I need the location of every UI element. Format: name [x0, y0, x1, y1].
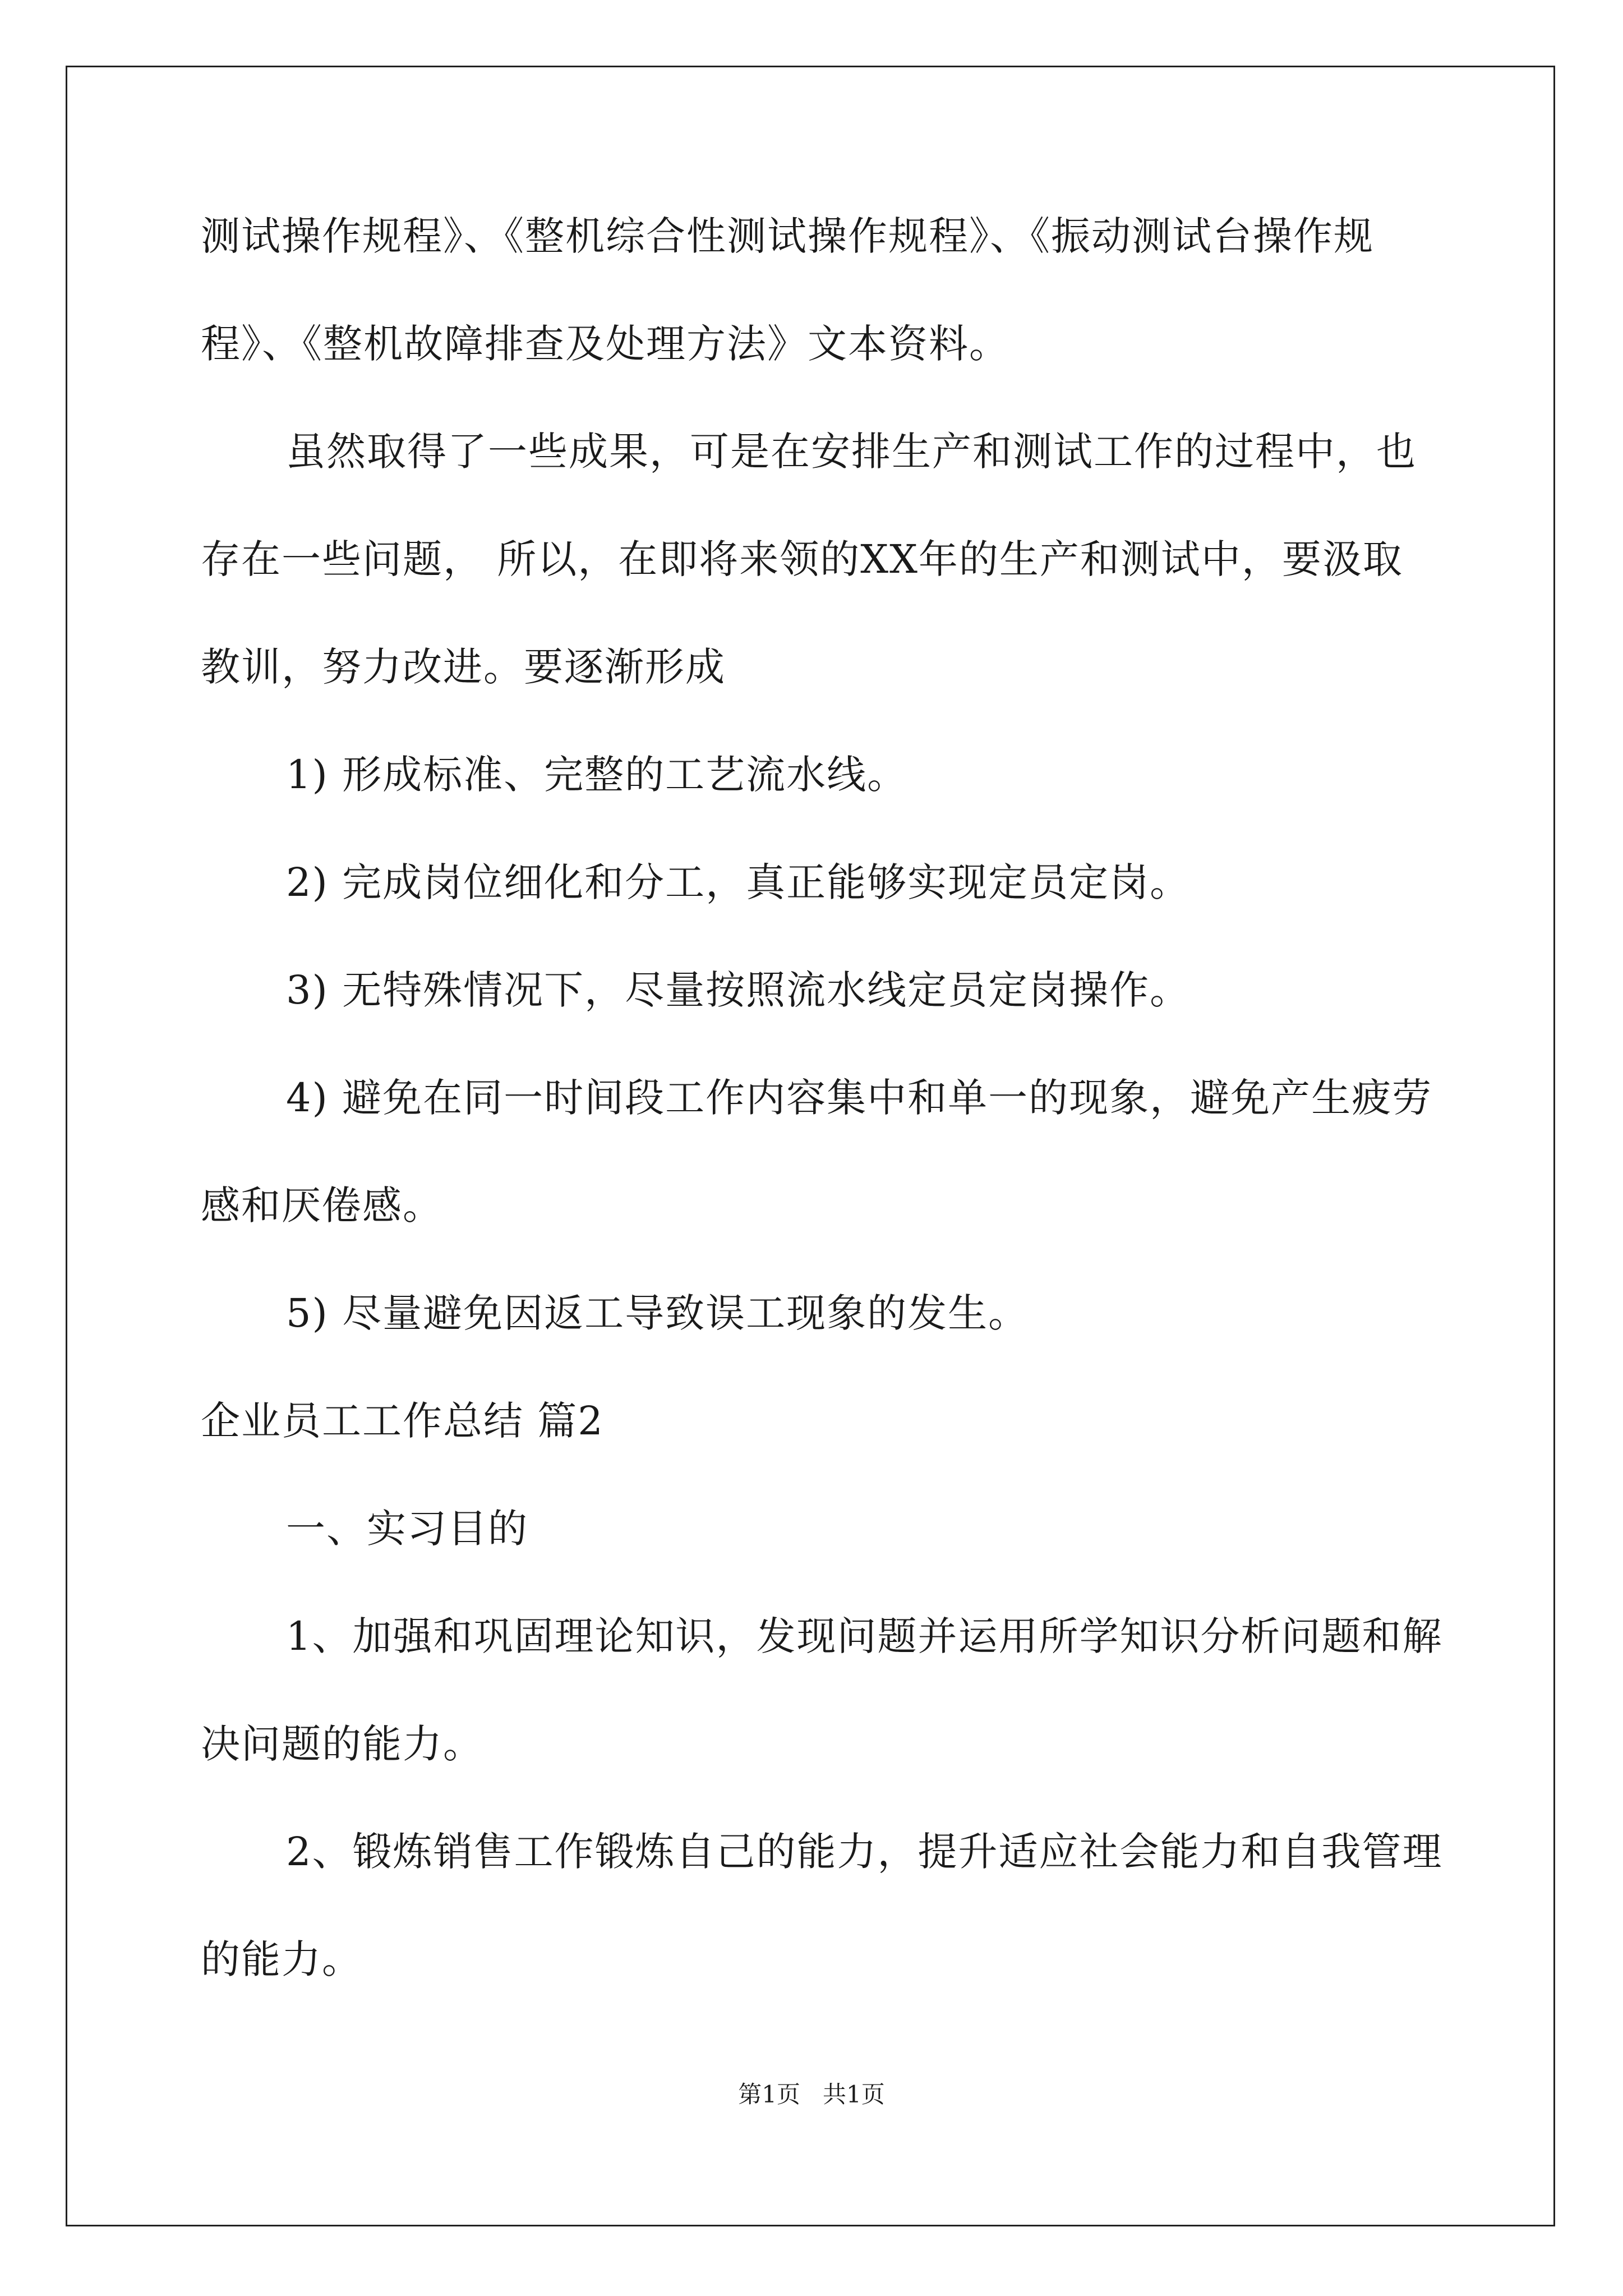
list-item: 2、锻炼销售工作锻炼自己的能力，提升适应社会能力和自我管理: [286, 1829, 1443, 1875]
body-line: 的能力。: [201, 1936, 362, 1982]
page-border: [66, 66, 1555, 2226]
body-line: 存在一些问题， 所以，在即将来领的XX年的生产和测试中，要汲取: [201, 536, 1403, 582]
subsection-heading: 一、实习目的: [286, 1506, 528, 1552]
section-heading: 企业员工工作总结 篇2: [201, 1398, 604, 1444]
body-line: 测试操作规程》、《整机综合性测试操作规程》、《振动测试台操作规: [201, 213, 1374, 259]
body-line: 程》、《整机故障排查及处理方法》文本资料。: [201, 321, 1009, 367]
body-line: 决问题的能力。: [201, 1721, 483, 1767]
list-item: 3) 无特殊情况下，尽量按照流水线定员定岗操作。: [286, 967, 1191, 1013]
list-item: 5) 尽量避免因返工导致误工现象的发生。: [286, 1290, 1029, 1336]
list-item: 2) 完成岗位细化和分工，真正能够实现定员定岗。: [286, 859, 1191, 905]
page-number: 第1页 共1页: [738, 2081, 885, 2108]
list-item: 4) 避免在同一时间段工作内容集中和单一的现象，避免产生疲劳: [286, 1075, 1433, 1121]
list-item: 1) 形成标准、完整的工艺流水线。: [286, 752, 908, 798]
list-item: 1、加强和巩固理论知识，发现问题并运用所学知识分析问题和解: [286, 1613, 1443, 1659]
body-line: 教训，努力改进。要逐渐形成: [201, 644, 726, 690]
body-line: 虽然取得了一些成果，可是在安排生产和测试工作的过程中，也: [286, 429, 1417, 475]
body-line: 感和厌倦感。: [201, 1182, 443, 1228]
